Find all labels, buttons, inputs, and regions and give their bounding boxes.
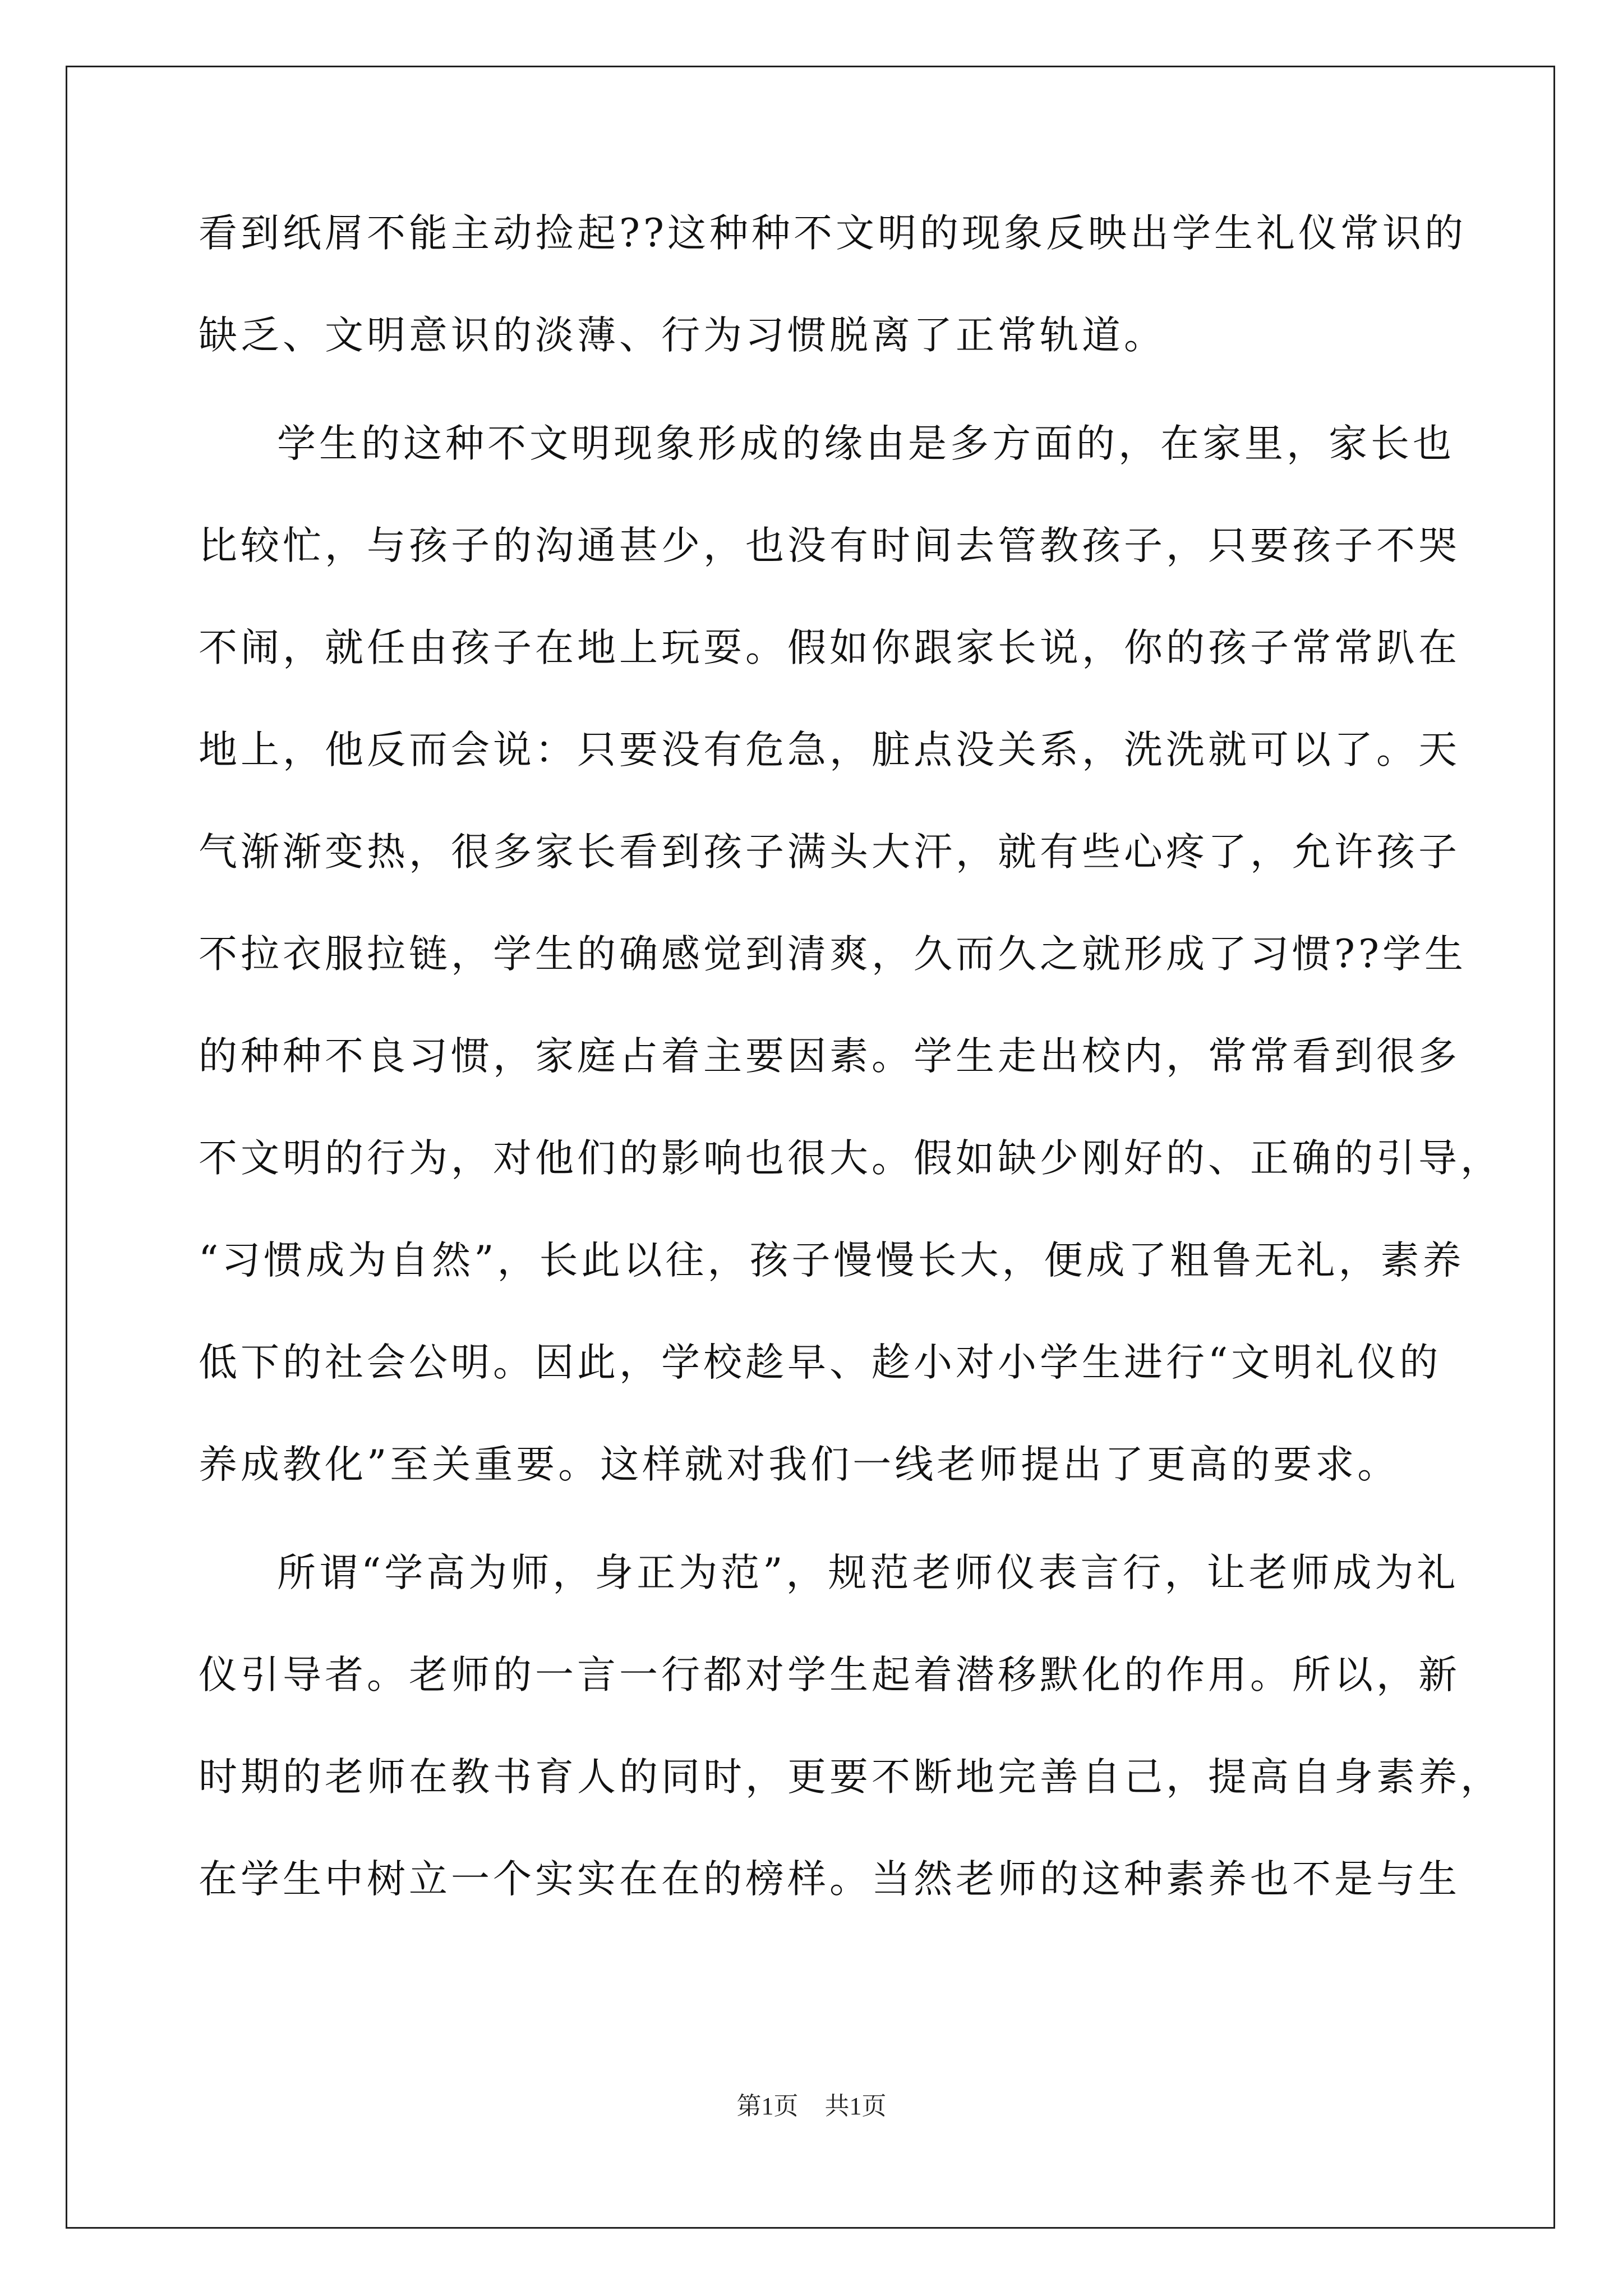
text-line-1: 看到纸屑不能主动捡起??这种种不文明的现象反映出学生礼仪常识的 (199, 211, 1467, 256)
text-line-10: 不文明的行为，对他们的影响也很大。假如缺少刚好的、正确的引导， (199, 1136, 1502, 1181)
page-total: 共1页 (824, 2092, 887, 2120)
page-footer (0, 2090, 1623, 2123)
text-line-15: 仪引导者。老师的一言一行都对学生起着潜移默化的作用。所以，新 (199, 1653, 1460, 1697)
text-line-17: 在学生中树立一个实实在在的榜样。当然老师的这种素养也不是与生 (199, 1857, 1460, 1902)
text-line-6: 地上，他反而会说：只要没有危急，脏点没关系，洗洗就可以了。天 (199, 728, 1460, 772)
text-line-14: 所谓“学高为师，身正为范”，规范老师仪表言行，让老师成为礼 (277, 1550, 1459, 1595)
text-line-7: 气渐渐变热，很多家长看到孩子满头大汗，就有些心疼了，允许孩子 (199, 830, 1460, 875)
text-line-12: 低下的社会公明。因此，学校趁早、趁小对小学生进行“文明礼仪的 (199, 1340, 1442, 1385)
text-line-16: 时期的老师在教书育人的同时，更要不断地完善自己，提高自身素养， (199, 1755, 1502, 1800)
text-line-4: 比较忙，与孩子的沟通甚少，也没有时间去管教孩子，只要孩子不哭 (199, 523, 1460, 568)
text-line-13: 养成教化”至关重要。这样就对我们一线老师提出了更高的要求。 (199, 1442, 1400, 1487)
text-line-2: 缺乏、文明意识的淡薄、行为习惯脱离了正常轨道。 (199, 313, 1166, 358)
text-line-3: 学生的这种不文明现象形成的缘由是多方面的，在家里，家长也 (277, 421, 1455, 466)
text-line-9: 的种种不良习惯，家庭占着主要因素。学生走出校内，常常看到很多 (199, 1034, 1460, 1079)
page-number: 第1页 (736, 2092, 799, 2120)
text-line-8: 不拉衣服拉链，学生的确感觉到清爽，久而久之就形成了习惯??学生 (199, 932, 1467, 977)
text-line-11: “习惯成为自然”，长此以往，孩子慢慢长大，便成了粗鲁无礼，素养 (199, 1238, 1465, 1283)
text-line-5: 不闹，就任由孩子在地上玩耍。假如你跟家长说，你的孩子常常趴在 (199, 625, 1460, 670)
